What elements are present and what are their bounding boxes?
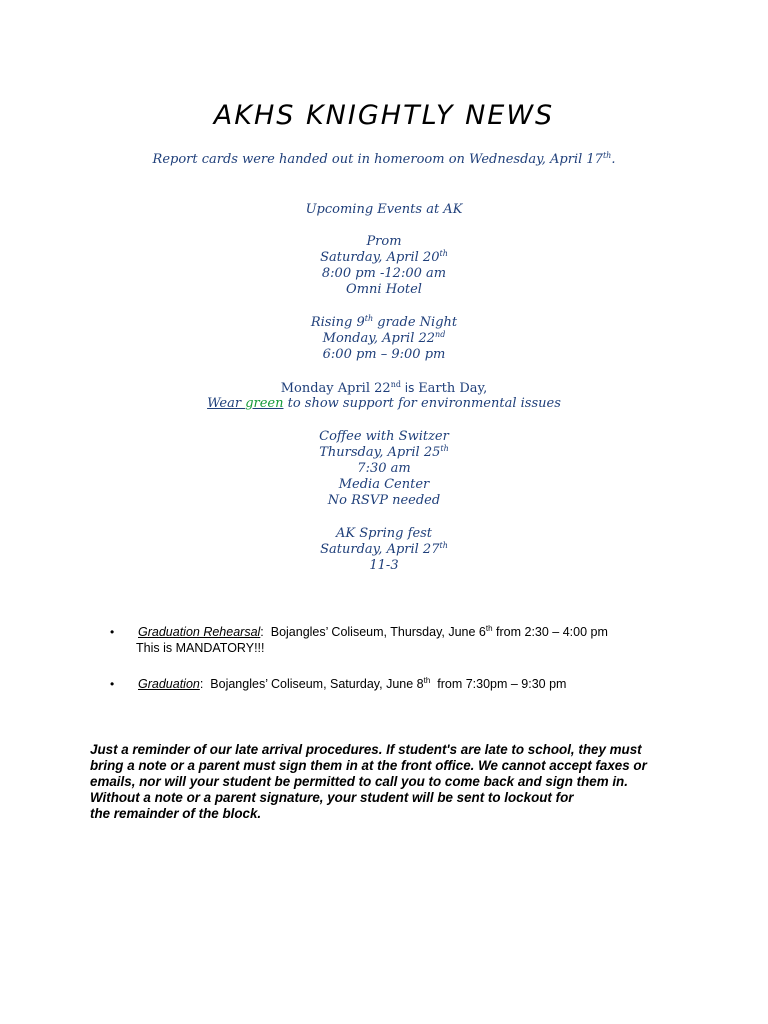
reminder-line: emails, nor will your student be permitted to call you to come back and sign them in. [90,774,628,789]
earth-day-notice [0,380,768,412]
rising-name-post: grade Night [373,315,458,330]
reminder-line: Without a note or a parent signature, your student will be sent to lockout for [90,790,574,805]
springfest-name: AK Spring fest [335,526,433,541]
bullet-dot: • [110,625,115,639]
springfest-date-sup: th [439,541,448,550]
graduation-item [110,676,730,692]
graduation-sup: th [423,676,431,685]
rising-date: Monday, April 22 [322,331,436,346]
prom-name: Prom [366,234,402,249]
upcoming-heading [0,202,768,218]
report-cards-sup: th [602,151,612,160]
wear-word: Wear [207,396,246,411]
graduation-colon: : [199,677,204,691]
coffee-place: Media Center [338,477,430,492]
coffee-name: Coffee with Switzer [319,429,449,444]
prom-date-sup: th [439,249,448,258]
prom-event [0,234,768,298]
report-cards-line [0,152,768,168]
coffee-date-sup: th [440,444,449,453]
earth-day-date: Monday April 22 [280,381,391,396]
reminder-line: Just a reminder of our late arrival procedures. If student's are late to school, they must [90,742,642,757]
prom-date: Saturday, April 20 [320,250,440,265]
earth-day-sup: nd [390,380,401,389]
rehearsal-colon: : [260,625,264,639]
springfest-event [0,526,768,574]
rehearsal-sup: th [485,624,493,633]
coffee-event [0,429,768,509]
graduation-time: from 7:30pm – 9:30 pm [430,677,567,691]
coffee-date: Thursday, April 25 [319,445,441,460]
rising-name-pre: Rising 9 [310,315,365,330]
page-title: AKHS KNIGHTLY NEWS [213,100,555,131]
rising-name-sup: th [364,314,374,323]
graduation-text: Bojangles’ Coliseum, Saturday, June 8 [203,677,424,691]
coffee-note: No RSVP needed [327,493,441,508]
reminder-line: the remainder of the block. [90,806,262,821]
rising-time: 6:00 pm – 9:00 pm [322,347,446,362]
mandatory-note: This is MANDATORY!!! [136,641,265,655]
rehearsal-title: Graduation Rehearsal [138,625,261,639]
earth-day-is: is [400,381,419,395]
rehearsal-time: from 2:30 – 4:00 pm [492,625,608,639]
bullet-dot: • [110,677,115,691]
rehearsal-text: Bojangles’ Coliseum, Thursday, June 6 [263,625,486,639]
reminder-line: bring a note or a parent must sign them in at the front office. We cannot accept faxes or [90,758,647,773]
green-word: green [245,396,284,411]
graduation-title: Graduation [138,677,200,691]
report-cards-text: Report cards were handed out in homeroom on Wednesday, April 17 [152,152,603,167]
earth-day-label: Earth Day, [418,381,488,396]
springfest-date: Saturday, April 27 [320,542,440,557]
prom-time: 8:00 pm -12:00 am [321,266,447,281]
rising-date-sup: nd [435,330,446,339]
report-cards-end: . [611,152,616,167]
upcoming-heading-text: Upcoming Events at AK [305,202,463,217]
late-arrival-reminder [90,742,690,822]
prom-place: Omni Hotel [346,282,422,297]
rising-event [0,315,768,363]
environment-text: to show support for environmental issues [283,396,561,411]
graduation-rehearsal-item [110,624,730,656]
coffee-time: 7:30 am [357,461,411,476]
springfest-time: 11-3 [369,558,399,573]
